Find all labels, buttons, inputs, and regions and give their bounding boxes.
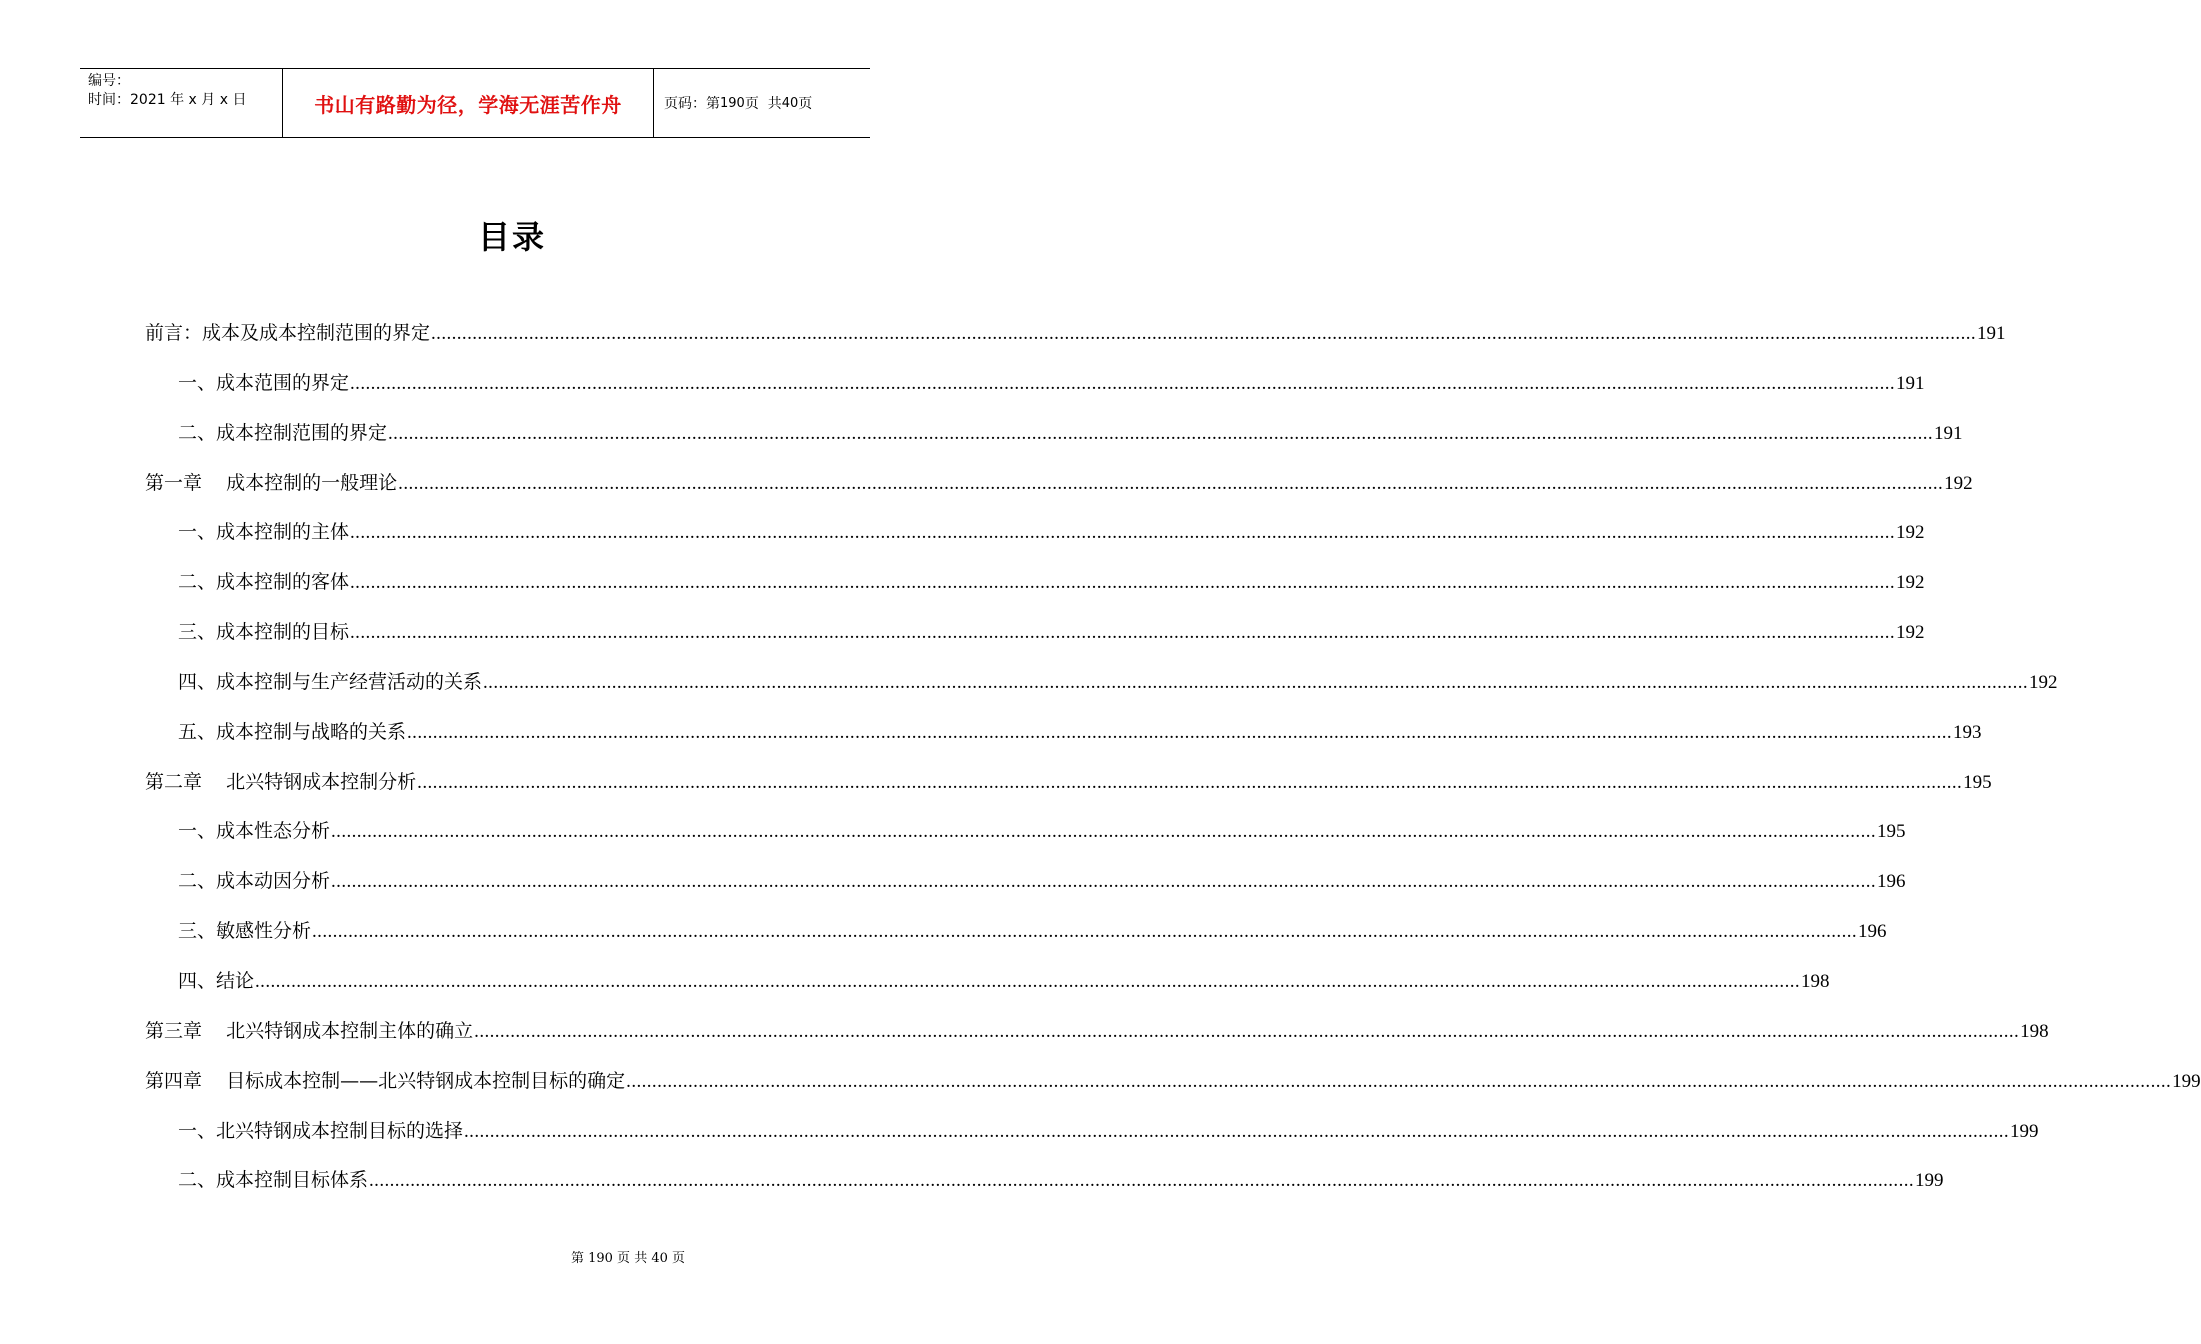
toc-leader-dots: ............................................................................................................................................................................................................................................................................................................ (388, 422, 1934, 444)
page-footer: 第 190 页 共 40 页 (570, 1251, 686, 1266)
toc-leader-dots: ............................................................................................................................................................................................................................................................................................................ (312, 921, 1858, 943)
toc-entry[interactable] (145, 866, 1906, 916)
toc-entry[interactable] (145, 567, 1925, 617)
toc-entry[interactable] (145, 816, 1906, 866)
toc-entry[interactable] (145, 1016, 2049, 1066)
toc-entry[interactable] (145, 1116, 2039, 1166)
toc-entry-page: 192 (2029, 671, 2058, 693)
toc-entry-label: 一、成本性态分析 (178, 820, 331, 843)
toc-leader-dots: ............................................................................................................................................................................................................................................................................................................ (417, 771, 1963, 793)
toc-entry[interactable] (145, 1165, 1944, 1215)
toc-entry-page: 191 (1896, 372, 1925, 394)
toc-leader-dots: ............................................................................................................................................................................................................................................................................................................ (255, 970, 1801, 992)
toc-entry[interactable] (145, 667, 2058, 717)
toc-entry[interactable] (145, 717, 1982, 767)
toc-entry-label: 第三章 北兴特钢成本控制主体的确立 (145, 1019, 474, 1042)
toc-entry-page: 196 (1877, 871, 1906, 893)
toc-entry-label: 第二章 北兴特钢成本控制分析 (145, 770, 417, 793)
header-page-info (654, 69, 870, 137)
toc-entry-page: 195 (1877, 821, 1906, 843)
toc-leader-dots: ............................................................................................................................................................................................................................................................................................................ (431, 323, 1977, 344)
toc-entry-page: 192 (1896, 622, 1925, 644)
page-title: 目录 (477, 218, 546, 256)
page-current: 190 (720, 95, 745, 111)
toc-leader-dots: ............................................................................................................................................................................................................................................................................................................ (369, 1170, 1915, 1192)
toc-entry-page: 193 (1953, 721, 1982, 743)
time-label: 时间：2021 年 x 月 x 日 (88, 92, 247, 108)
toc-leader-dots: ............................................................................................................................................................................................................................................................................................................ (474, 1020, 2020, 1042)
toc-leader-dots: ............................................................................................................................................................................................................................................................................................................ (407, 721, 1953, 743)
toc-entry-page: 198 (2020, 1020, 2049, 1042)
toc-entry-page: 199 (2172, 1070, 2201, 1092)
header-motto: 书山有路勤为径，学海无涯苦作舟 (314, 92, 622, 117)
header-info (80, 69, 282, 137)
toc-leader-dots: ............................................................................................................................................................................................................................................................................................................ (350, 522, 1896, 544)
toc-entry[interactable] (145, 767, 1992, 817)
page-prefix: 页码：第 (664, 96, 720, 112)
toc-entry-label: 二、成本控制范围的界定 (178, 421, 388, 444)
toc-entry[interactable] (145, 517, 1925, 567)
toc-entry[interactable] (145, 1066, 2201, 1116)
toc-entry-label: 三、成本控制的目标 (178, 621, 350, 644)
toc-entry-label: 一、北兴特钢成本控制目标的选择 (178, 1119, 464, 1142)
toc-entry-page: 195 (1963, 771, 1992, 793)
toc-entry-label: 第四章 目标成本控制——北兴特钢成本控制目标的确定 (145, 1069, 626, 1092)
toc-entry-page: 192 (1896, 522, 1925, 544)
toc-entry-page: 198 (1801, 970, 1830, 992)
toc-entry-label: 一、成本控制的主体 (178, 521, 350, 544)
table-of-contents (145, 318, 2201, 1215)
toc-leader-dots: ............................................................................................................................................................................................................................................................................................................ (331, 871, 1877, 893)
toc-entry-page: 191 (1977, 323, 2006, 344)
toc-leader-dots: ............................................................................................................................................................................................................................................................................................................ (331, 821, 1877, 843)
toc-entry[interactable] (145, 418, 1963, 468)
toc-entry-label: 三、敏感性分析 (178, 920, 312, 943)
toc-entry[interactable] (145, 468, 1973, 518)
toc-leader-dots: ............................................................................................................................................................................................................................................................................................................ (398, 472, 1944, 494)
toc-entry[interactable] (145, 318, 2006, 368)
toc-entry-page: 191 (1934, 422, 1963, 444)
toc-entry[interactable] (145, 368, 1925, 418)
toc-entry[interactable] (145, 966, 1830, 1016)
page-header (80, 68, 870, 138)
toc-entry-label: 二、成本控制的客体 (178, 571, 350, 594)
toc-entry-label: 四、成本控制与生产经营活动的关系 (178, 670, 483, 693)
toc-entry-label: 前言：成本及成本控制范围的界定 (145, 322, 431, 344)
toc-entry-label: 一、成本范围的界定 (178, 371, 350, 394)
toc-entry[interactable] (145, 617, 1925, 667)
toc-entry-page: 192 (1896, 572, 1925, 594)
toc-entry-label: 四、结论 (178, 969, 255, 992)
page-suffix: 页 (798, 96, 813, 112)
toc-leader-dots: ............................................................................................................................................................................................................................................................................................................ (464, 1120, 2010, 1142)
toc-leader-dots: ............................................................................................................................................................................................................................................................................................................ (350, 572, 1896, 594)
toc-entry-label: 第一章 成本控制的一般理论 (145, 471, 398, 494)
toc-entry-label: 二、成本动因分析 (178, 870, 331, 893)
page-mid: 页 共 (744, 96, 782, 112)
page-total: 40 (781, 95, 799, 111)
toc-leader-dots: ............................................................................................................................................................................................................................................................................................................ (483, 671, 2029, 693)
toc-entry-page: 196 (1858, 921, 1887, 943)
toc-entry-page: 192 (1944, 472, 1973, 494)
toc-leader-dots: ............................................................................................................................................................................................................................................................................................................ (350, 622, 1896, 644)
toc-leader-dots: ............................................................................................................................................................................................................................................................................................................ (350, 372, 1896, 394)
toc-leader-dots: ............................................................................................................................................................................................................................................................................................................ (626, 1070, 2172, 1092)
toc-entry-page: 199 (2010, 1120, 2039, 1142)
toc-entry-label: 二、成本控制目标体系 (178, 1169, 369, 1192)
toc-entry[interactable] (145, 916, 1887, 966)
toc-entry-page: 199 (1915, 1170, 1944, 1192)
header-motto-cell (282, 69, 654, 137)
number-label: 编号： (88, 73, 130, 89)
toc-entry-label: 五、成本控制与战略的关系 (178, 720, 407, 743)
